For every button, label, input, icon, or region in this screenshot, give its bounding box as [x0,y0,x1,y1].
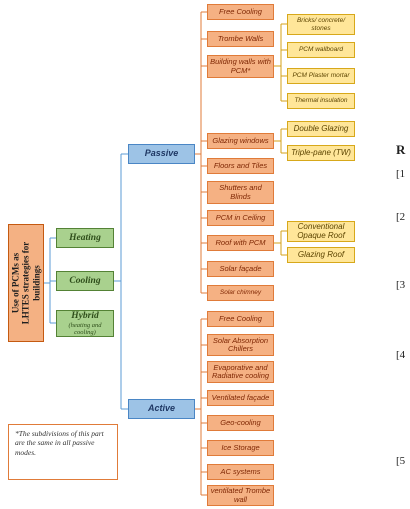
wall-subitem: Thermal insulation [287,93,355,109]
category-passive-label: Passive [144,148,179,159]
mode-cooling-label: Cooling [69,275,101,286]
mode-heating-label: Heating [69,232,101,243]
root-label-line1: Use of PCMs as [10,252,21,314]
mode-heating [56,228,114,248]
active-item: Ventilated façade [207,390,274,406]
side-ref: [5 [396,455,406,467]
passive-item: Solar chimney [207,285,274,301]
passive-item: PCM in Ceiling [207,210,274,226]
side-ref: [2 [396,211,406,223]
active-item: Solar Absorption Chillers [207,334,274,356]
root-label-line2: LHTES strategies for [20,241,31,325]
passive-item: Floors and Tiles [207,158,274,174]
passive-item: Free Cooling [207,4,274,20]
wall-subitem: Bricks/ concrete/ stones [287,14,355,35]
side-ref: [3 [396,279,406,291]
root-node [8,224,44,342]
side-ref: [4 [396,349,406,361]
passive-item: Roof with PCM [207,235,274,251]
passive-item: Solar façade [207,261,274,277]
passive-item: Shutters and Blinds [207,181,274,204]
root-label-line3: buildings [31,265,42,301]
passive-item: Building walls with PCM* [207,55,274,78]
mode-hybrid [56,310,114,337]
roof-subitem: Conventional Opaque Roof [287,221,355,242]
side-ref: [1 [396,168,406,180]
active-item: Ice Storage [207,440,274,456]
category-passive [128,144,195,164]
glazing-subitem: Double Glazing [287,121,355,137]
mode-hybrid-label: Hybrid [71,311,99,322]
passive-item: Glazing windows [207,133,274,149]
wall-subitem: PCM wallboard [287,42,355,58]
passive-item: Trombe Walls [207,31,274,47]
active-item: Evaporative and Radiative cooling [207,361,274,383]
glazing-subitem: Triple-pane (TW) [287,145,355,161]
active-item: Free Cooling [207,311,274,327]
active-item: Geo-cooling [207,415,274,431]
mode-hybrid-sub: (heating and cooling) [68,321,102,336]
side-heading: R [396,142,406,157]
mode-cooling [56,271,114,291]
root-label [10,242,41,325]
category-active-label: Active [147,403,175,414]
category-active [128,399,195,419]
active-item: ventilated Trombe wall [207,485,274,506]
wall-subitem: PCM Plaster mortar [287,68,355,84]
active-item: AC systems [207,464,274,480]
roof-subitem: Glazing Roof [287,247,355,263]
footnote: *The subdivisions of this part are the same in all passive modes. [8,424,118,480]
